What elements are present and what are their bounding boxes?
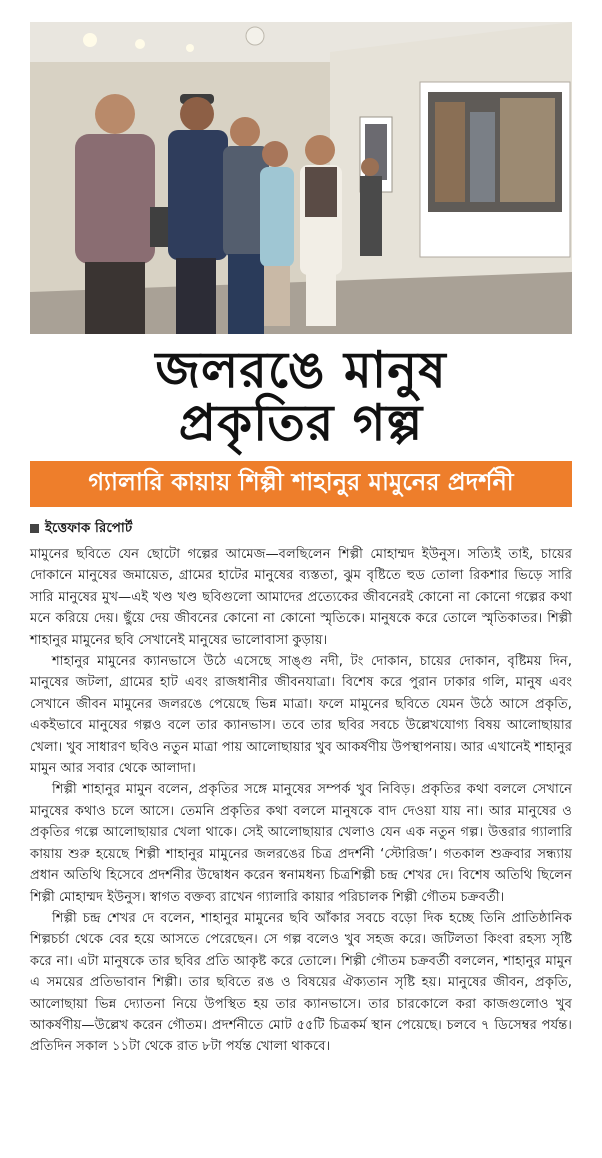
gallery-scene-illustration: [30, 22, 572, 334]
headline: [30, 341, 572, 452]
subheading-text: গ্যালারি কায়ায় শিল্পী শাহানুর মামুনের প্রদর্শনী: [88, 468, 514, 496]
square-bullet-icon: [30, 524, 39, 533]
article-paragraph-4: শিল্পী চন্দ্র শেখর দে বলেন, শাহানুর মামুনের ছবি আঁকার সবচে বড়ো দিক হচ্ছে তিনি প্রাতিষ্ঠানিক শিল্পচর্চা থেকে বের হয়ে আসতে পেরেছেন। সে গল্প বলেও খুব সহজ করে। জটিলতা কিংবা রহস্য সৃষ্টি করে না। এটা মানুষকে তার ছবির প্রতি আকৃষ্ট করে তোলে। শিল্পী গৌতম চক্রবর্তী বললেন, শাহানুর মামুন এ সময়ের প্রতিভাবান শিল্পী। তার ছবিতে রঙ ও বিষয়ের ঐক্যতান সৃষ্টি হয়। মানুষের জীবন, প্রকৃতি, আলোছায়া ভিন্ন দ্যোতনা নিয়ে উপস্থিত হয় তার ক্যানভাসে। তার চারকোলে করা কাজগুলোও খুব আকর্ষণীয়—উল্লেখ করেন গৌতম। প্রদর্শনীতে মোট ৫৫টি চিত্রকর্ম স্থান পেয়েছে। চলবে ৭ ডিসেম্বর পর্যন্ত। প্রতিদিন সকাল ১১টা থেকে রাত ৮টা পর্যন্ত খোলা থাকবে।: [30, 910, 572, 1055]
article-paragraph-3: শিল্পী শাহানুর মামুন বলেন, প্রকৃতির সঙ্গে মানুষের সম্পর্ক খুব নিবিড়। প্রকৃতির কথা বললে সেখানে মানুষের কথাও চলে আসে। তেমনি প্রকৃতির কথা বললে মানুষকে বাদ দেওয়া যায় না। আর মানুষের ও প্রকৃতির গল্পে আলোছায়ার খেলা থাকে। সেই আলোছায়ার খেলাও যেন এক নতুন গল্প। উত্তরার গ্যালারি কায়ায় শুরু হয়েছে শিল্পী শাহানুর মামুনের জলরঙের চিত্র প্রদর্শনী ‘স্টোরিজ’। গতকাল শুক্রবার সন্ধ্যায় প্রধান অতিথি হিসেবে প্রদর্শনীর উদ্বোধন করেন স্বনামধন্য চিত্রশিল্পী চন্দ্র শেখর দে। বিশেষ অতিথি ছিলেন শিল্পী মোহাম্মদ ইউনুস। স্বাগত বক্তব্য রাখেন গ্যালারি কায়ার পরিচালক শিল্পী গৌতম চক্রবর্তী।: [30, 782, 572, 905]
byline-text: ইত্তেফাক রিপোর্ট: [45, 520, 133, 536]
article-paragraph-1: মামুনের ছবিতে যেন ছোটো গল্পের আমেজ—বলছিলেন শিল্পী মোহাম্মদ ইউনুস। সত্যিই তাই, চায়ের দোকানে মানুষের জমায়েত, গ্রামের হাটের মানুষের ব্যস্ততা, ঝুম বৃষ্টিতে হুড তোলা রিকশার ভিড়ে সারি সারি মানুষের মুখ—এই খণ্ড খণ্ড ছবিগুলো আমাদের প্রত্যেকের জীবনেরই কোনো না কোনো গল্পের কথা মনে করিয়ে দেয়। ছুঁয়ে দেয় জীবনের কোনো না কোনো স্মৃতিকে। মানুষকে করে তোলে স্মৃতিকাতর। শিল্পী শাহানুর মামুনের ছবি সেখানেই মানুষের ভালোবাসা কুড়ায়।: [30, 547, 572, 648]
headline-line-2: প্রকৃতির গল্প: [178, 393, 424, 452]
article-body: [30, 544, 572, 1058]
subheading-banner: [30, 461, 572, 507]
gallery-photo: [30, 22, 572, 334]
headline-line-1: জলরঙে মানুষ: [155, 341, 447, 399]
byline: [30, 517, 572, 540]
article-paragraph-2: শাহানুর মামুনের ক্যানভাসে উঠে এসেছে সাঙ্গু নদী, টং দোকান, চায়ের দোকান, বৃষ্টিময় দিন, মানুষের জটলা, গ্রামের হাট এবং রাজধানীর জীবনযাত্রা। বিশেষ করে পুরান ঢাকার গলি, মানুষ এবং সেখানে জীবন মামুনের জলরঙে পেয়েছে ভিন্ন মাত্রা। ফলে মামুনের ছবিতে যেমন উঠে আসে প্রকৃতি, একইভাবে মানুষের গল্পও বলে তার ক্যানভাস। তবে তার ছবির সবচে উল্লেখযোগ্য বিষয় আলোছায়ার খেলা। খুব সাধারণ ছবিও নতুন মাত্রা পায় আলোছায়ার খুব আকর্ষণীয় উপস্থাপনায়। আর এখানেই শাহানুর মামুন আর সবার থেকে আলাদা।: [30, 654, 572, 777]
